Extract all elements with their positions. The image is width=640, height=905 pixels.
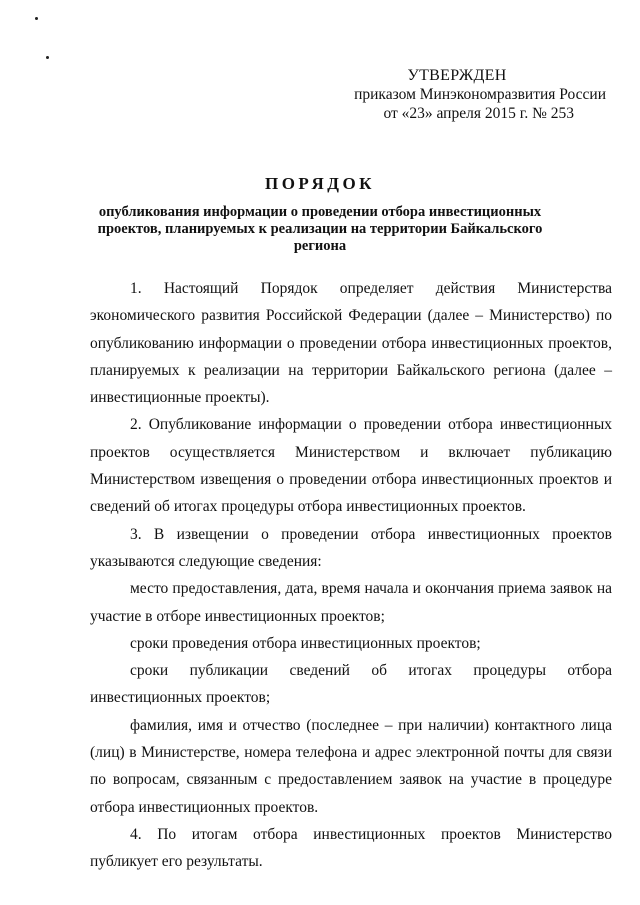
approval-order-line: приказом Минэкономразвития России (354, 86, 606, 103)
approval-block (354, 66, 606, 123)
list-item-location: место предоставления, дата, время начала и окончания приема заявок на участие в отборе инвестиционных проектов; (90, 580, 612, 625)
list-item-publication-dates: сроки публикации сведений об итогах процедуры отбора инвестиционных проектов; (90, 662, 612, 707)
list-item-contact-person: фамилия, имя и отчество (последнее – при наличии) контактного лица (лиц) в Министерстве, номера телефона и адрес электронной почты для связи по вопросам, связанным с предоставлением заявок на участие в процедуре отбора инвестиционных проектов. (90, 716, 612, 816)
scan-speck (46, 56, 49, 59)
list-item-selection-dates: сроки проведения отбора инвестиционных проектов; (130, 634, 481, 652)
document-title-block (0, 174, 640, 255)
paragraph-1: 1. Настоящий Порядок определяет действия Министерства экономического развития Российской Федерации (далее – Министерство) по опубликованию информации о проведении отбора инвестиционных проектов, планируемых к реализации на территории Байкальского региона (далее – инвестиционные проекты). (90, 280, 612, 407)
document-body (90, 275, 612, 876)
approval-date-line: от «23» апреля 2015 г. № 253 (383, 105, 574, 122)
document-subheading: опубликования информации о проведении отбора инвестиционных проектов, планируемых к реализации на территории Байкальского региона (97, 204, 543, 254)
scan-speck (35, 17, 38, 20)
paragraph-3: 3. В извещении о проведении отбора инвестиционных проектов указываются следующие сведения: (90, 525, 612, 570)
paragraph-4: 4. По итогам отбора инвестиционных проектов Министерство публикует его результаты. (90, 825, 612, 871)
paragraph-2: 2. Опубликование информации о проведении отбора инвестиционных проектов осуществляется Министерством и включает публикацию Министерством извещения о проведении отбора инвестиционных проектов и сведений об итогах процедуры отбора инвестиционных проектов. (90, 416, 612, 516)
approval-title: УТВЕРЖДЕН (407, 67, 507, 84)
document-heading: ПОРЯДОК (264, 174, 375, 193)
